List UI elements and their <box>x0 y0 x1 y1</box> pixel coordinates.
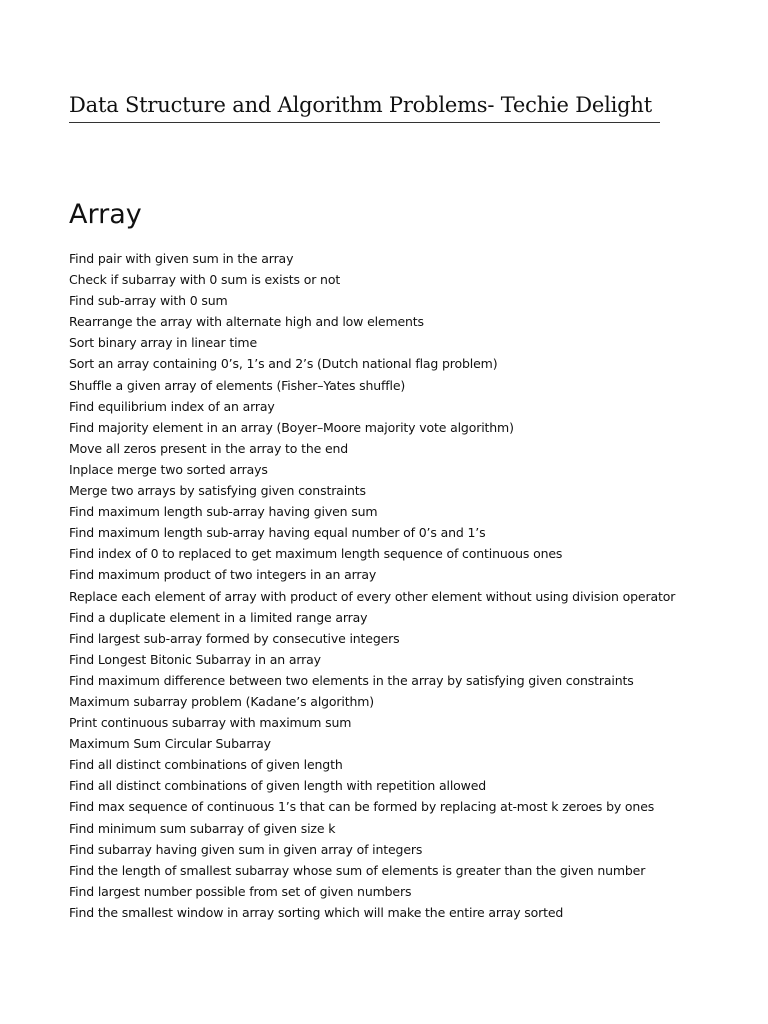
problem-list-item: Find a duplicate element in a limited range array <box>69 609 368 625</box>
problem-list-item: Sort an array containing 0’s, 1’s and 2’s (Dutch national flag problem) <box>69 356 498 372</box>
problem-list-item: Sort binary array in linear time <box>69 335 257 351</box>
problem-list-item: Find maximum length sub-array having equal number of 0’s and 1’s <box>69 525 486 541</box>
problem-list-item: Merge two arrays by satisfying given constraints <box>69 483 366 499</box>
problem-list-item: Maximum subarray problem (Kadane’s algorithm) <box>69 693 375 709</box>
problem-list-item: Print continuous subarray with maximum sum <box>69 715 352 731</box>
problem-list-item: Find majority element in an array (Boyer–Moore majority vote algorithm) <box>69 419 514 435</box>
problem-list-item: Find sub-array with 0 sum <box>69 293 228 309</box>
section-heading-array: Array <box>69 199 142 230</box>
problem-list-item: Replace each element of array with product of every other element without using division operator <box>69 588 676 604</box>
problem-list-item: Find maximum difference between two elements in the array by satisfying given constraints <box>69 672 634 688</box>
problem-list-item: Find maximum product of two integers in an array <box>69 567 377 583</box>
problem-list-item: Find index of 0 to replaced to get maximum length sequence of continuous ones <box>69 546 563 562</box>
problem-list <box>69 248 675 923</box>
problem-list-item: Check if subarray with 0 sum is exists or not <box>69 272 341 288</box>
problem-list-item: Find all distinct combinations of given length with repetition allowed <box>69 778 487 794</box>
problem-list-item: Move all zeros present in the array to the end <box>69 440 349 456</box>
problem-list-item: Find equilibrium index of an array <box>69 398 275 414</box>
problem-list-item: Find minimum sum subarray of given size k <box>69 820 336 836</box>
problem-list-item: Rearrange the array with alternate high and low elements <box>69 314 424 330</box>
problem-list-item: Find the length of smallest subarray whose sum of elements is greater than the given number <box>69 862 646 878</box>
problem-list-item: Inplace merge two sorted arrays <box>69 461 268 477</box>
problem-list-item: Maximum Sum Circular Subarray <box>69 736 271 752</box>
problem-list-item: Find max sequence of continuous 1’s that can be formed by replacing at-most k zeroes by ones <box>69 799 655 815</box>
problem-list-item: Find maximum length sub-array having given sum <box>69 504 378 520</box>
problem-list-item: Find Longest Bitonic Subarray in an array <box>69 651 321 667</box>
problem-list-item: Find the smallest window in array sorting which will make the entire array sorted <box>69 904 564 920</box>
problem-list-item: Find pair with given sum in the array <box>69 251 294 266</box>
problem-list-item: Find largest sub-array formed by consecutive integers <box>69 630 400 646</box>
document-title: Data Structure and Algorithm Problems- Techie Delight <box>69 88 660 123</box>
problem-list-item: Find all distinct combinations of given length <box>69 757 343 773</box>
problem-list-item: Shuffle a given array of elements (Fisher–Yates shuffle) <box>69 377 406 393</box>
problem-list-item: Find subarray having given sum in given array of integers <box>69 841 423 857</box>
problem-list-item: Find largest number possible from set of given numbers <box>69 883 412 899</box>
